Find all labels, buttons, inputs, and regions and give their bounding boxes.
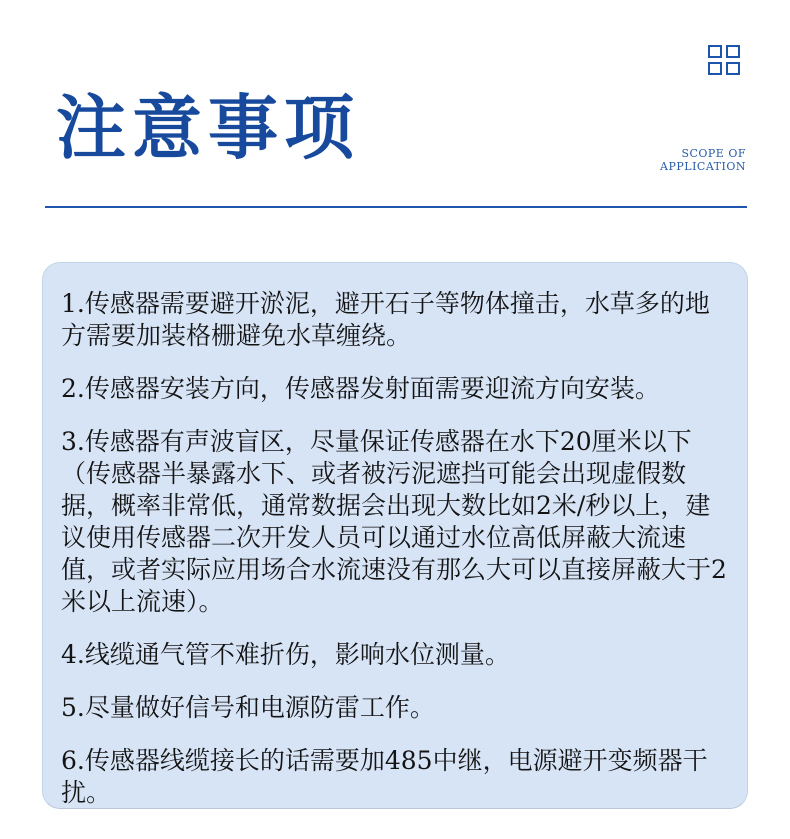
scope-line-1: SCOPE OF [681, 147, 746, 160]
grid-2x2-icon [708, 45, 742, 77]
note-item-6: 6.传感器线缆接长的话需要加485中继，电源避开变频器干扰。 [61, 746, 708, 807]
grid-icon-square [726, 45, 740, 58]
grid-icon-square [708, 62, 722, 75]
note-item-3: 3.传感器有声波盲区，尽量保证传感器在水下20厘米以下（传感器半暴露水下、或者被污泥遮挡可能会出现虚假数据，概率非常低，通常数据会出现大数比如2米/秒以上，建议使用传感器二次开发人员可以通过水位高低屏蔽大流速值，或者实际应用场合水流速没有那么大可以直接屏蔽大于2米以上流速）。 [61, 427, 727, 616]
note-item-5: 5.尽量做好信号和电源防雷工作。 [61, 693, 435, 722]
grid-icon-square [708, 45, 722, 58]
scope-line-2: APPLICATION [660, 160, 746, 173]
title-divider [45, 206, 747, 208]
note-item-4: 4.线缆通气管不难折伤，影响水位测量。 [61, 640, 510, 669]
note-item-1: 1.传感器需要避开淤泥，避开石子等物体撞击，水草多的地方需要加装格栅避免水草缠绕。 [61, 289, 710, 350]
note-item-2: 2.传感器安装方向，传感器发射面需要迎流方向安装。 [61, 374, 660, 403]
scope-of-application-label [660, 147, 746, 173]
grid-icon-square [726, 62, 740, 75]
page-title: 注意事项 [56, 86, 360, 169]
notes-box [42, 262, 748, 809]
